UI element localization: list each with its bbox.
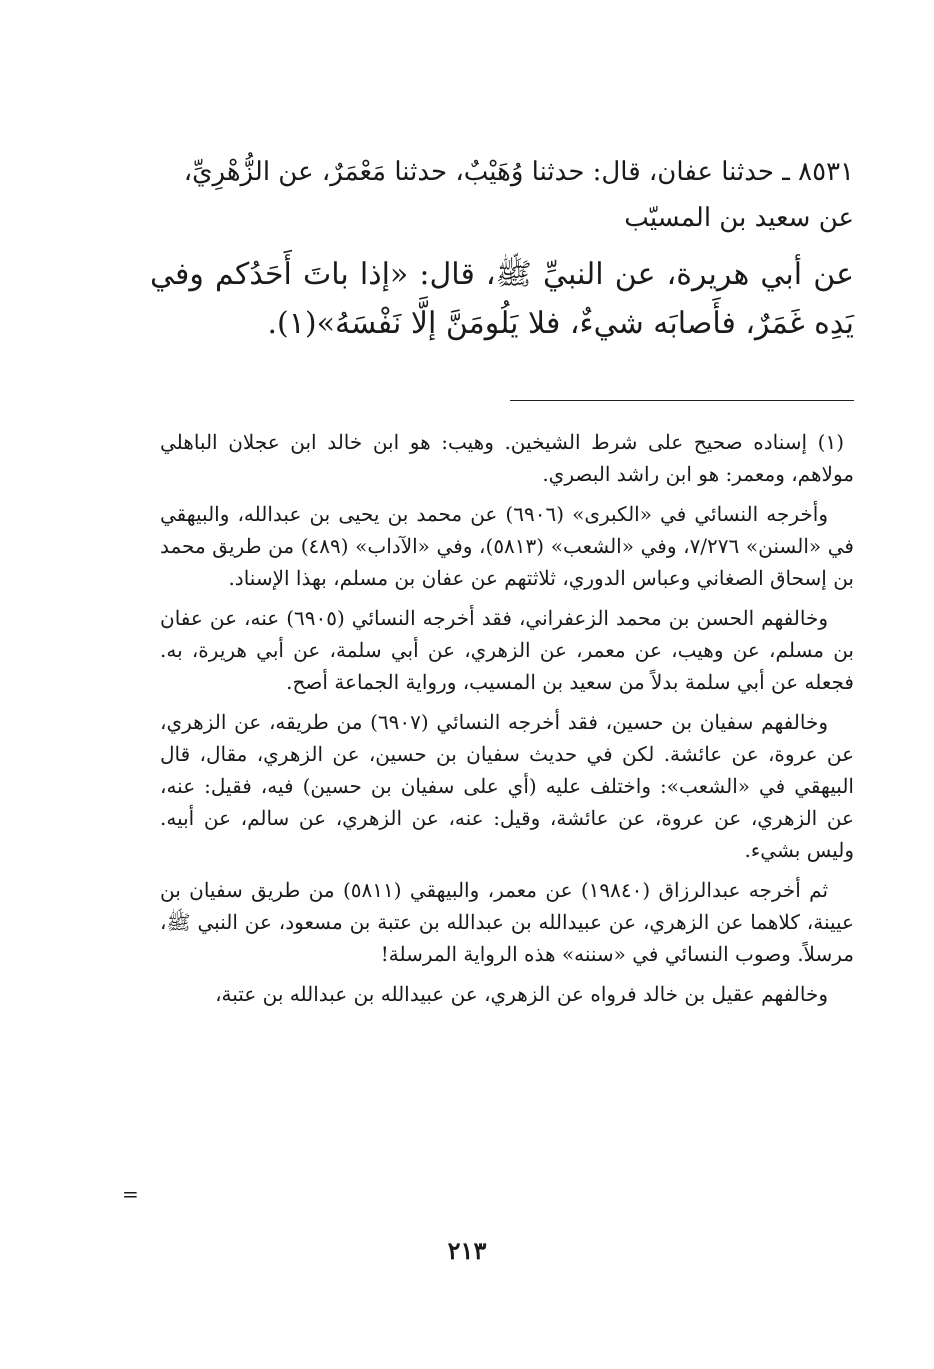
continuation-mark: = [122, 1182, 139, 1206]
footnote-paragraph: وخالفهم سفيان بن حسين، فقد أخرجه النسائي (٦٩٠٧) من طريقه، عن الزهري، عن عروة، عن عائشة. لكن في حديث سفيان بن حسين، عن الزهري، مقال، قال البيهقي في «الشعب»: واختلف عليه (أي على سفيان بن حسين) فيه، فقيل: عنه، عن الزهري، عن عروة، عن عائشة، وقيل: عنه، عن الزهري، عن سالم، عن أبيه. وليس بشيء. [160, 710, 854, 862]
hadith-isnad-continuation: عن سعيد بن المسيّب [624, 202, 854, 233]
footnote-separator [510, 400, 854, 401]
footnote-paragraph: ثم أخرجه عبدالرزاق (١٩٨٤٠) عن معمر، والبيهقي (٥٨١١) من طريق سفيان بن عيينة، كلاهما عن الزهري، عن عبيدالله بن عبدالله بن عتبة بن مسعود، عن النبي ﷺ، مرسلاً. وصوب النسائي في «سننه» هذه الرواية المرسلة! [160, 878, 854, 966]
page-number: ٢١٣ [447, 1236, 487, 1265]
footnotes [160, 426, 854, 1018]
footnote-paragraph: (١) إسناده صحيح على شرط الشيخين. وهيب: هو ابن خالد ابن عجلان الباهلي مولاهم، ومعمر: هو ابن راشد البصري. [160, 430, 854, 486]
footnote-paragraph: وخالفهم الحسن بن محمد الزعفراني، فقد أخرجه النسائي (٦٩٠٥) عنه، عن عفان بن مسلم، عن وهيب، عن معمر، عن الزهري، عن أبي سلمة، عن أبي هريرة، به. فجعله عن أبي سلمة بدلاً من سعيد بن المسيب، ورواية الجماعة أصح. [160, 606, 854, 694]
hadith-isnad-line: ٨٥٣١ ـ حدثنا عفان، قال: حدثنا وُهَيْبٌ، حدثنا مَعْمَرٌ، عن الزُّهْرِيِّ، [183, 157, 854, 187]
main-text [150, 152, 854, 348]
footnote-paragraph: وأخرجه النسائي في «الكبرى» (٦٩٠٦) عن محمد بن يحيى بن عبدالله، والبيهقي في «السنن» ٧/٢٧٦، وفي «الشعب» (٥٨١٣)، وفي «الآداب» (٤٨٩) من طريق محمد بن إسحاق الصغاني وعباس الدوري، ثلاثتهم عن عفان بن مسلم، بهذا الإسناد. [160, 502, 854, 590]
hadith-matn: عن أبي هريرة، عن النبيِّ ﷺ، قال: «إذا باتَ أَحَدُكم وفي يَدِه غَمَرٌ، فأَصابَه شيءٌ، فلا يَلُومَنَّ إلَّا نَفْسَهُ»(١). [150, 257, 854, 341]
footnote-paragraph: وخالفهم عقيل بن خالد فرواه عن الزهري، عن عبيدالله بن عبدالله بن عتبة، [215, 982, 828, 1006]
